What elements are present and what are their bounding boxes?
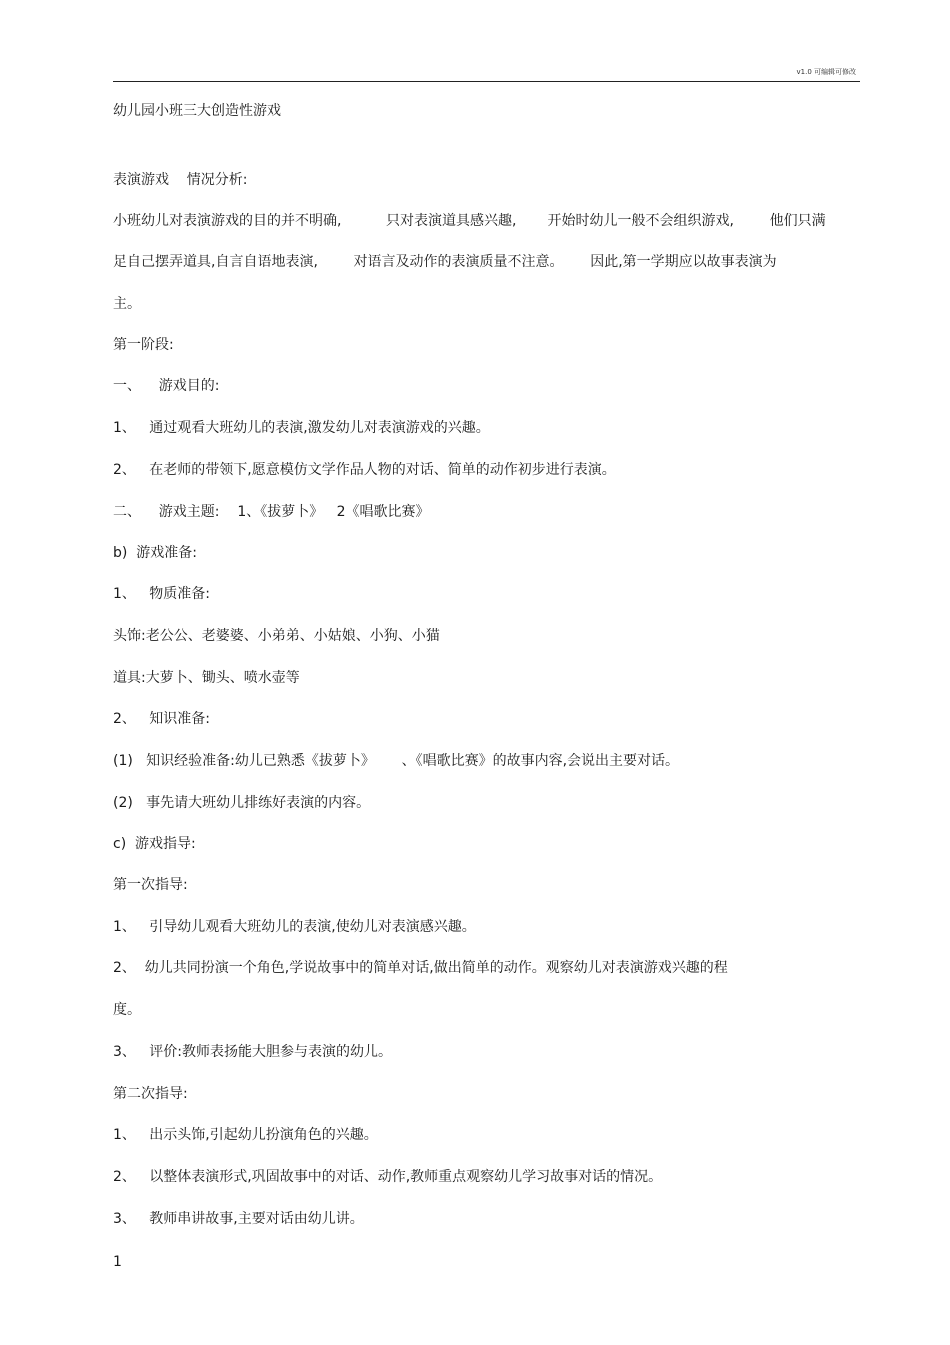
list-item: (1) 知识经验准备:幼儿已熟悉《拔萝卜》 、《唱歌比赛》的故事内容,会说出主要对话。 xyxy=(113,753,680,769)
list-item: (2) 事先请大班幼儿排练好表演的内容。 xyxy=(113,795,371,811)
version-note: v1.0 可编辑可修改 xyxy=(796,68,856,76)
paragraph-line: 小班幼儿对表演游戏的目的并不明确, 只对表演道具感兴趣, 开始时幼儿一般不会组织游戏, 他们只满 xyxy=(113,213,826,229)
list-item: 3、 评价:教师表扬能大胆参与表演的幼儿。 xyxy=(113,1044,392,1060)
list-item: 3、 教师串讲故事,主要对话由幼儿讲。 xyxy=(113,1211,364,1227)
paragraph-line: 主。 xyxy=(113,296,141,312)
doc-title: 幼儿园小班三大创造性游戏 xyxy=(113,103,281,119)
list-item: 1、 引导幼儿观看大班幼儿的表演,使幼儿对表演感兴趣。 xyxy=(113,919,476,935)
list-item: 1、 通过观看大班幼儿的表演,激发幼儿对表演游戏的兴趣。 xyxy=(113,420,490,436)
list-item: 1、 出示头饰,引起幼儿扮演角色的兴趣。 xyxy=(113,1127,378,1143)
section-heading: 第二次指导: xyxy=(113,1086,188,1102)
paragraph-line: 足自己摆弄道具,自言自语地表演, 对语言及动作的表演质量不注意。 因此,第一学期应以故事表演为 xyxy=(113,254,777,270)
paragraph-line: 度。 xyxy=(113,1002,141,1018)
paragraph-line: c) 游戏指导: xyxy=(113,836,196,852)
paragraph-line: 表演游戏 情况分析: xyxy=(113,172,248,188)
paragraph-line: 道具:大萝卜、锄头、喷水壶等 xyxy=(113,670,300,686)
paragraph-line: 一、 游戏目的: xyxy=(113,378,220,394)
list-item: 1、 物质准备: xyxy=(113,586,210,602)
list-item: 2、 幼儿共同扮演一个角色,学说故事中的简单对话,做出简单的动作。观察幼儿对表演游戏兴趣的程 xyxy=(113,960,728,976)
section-heading: 第一次指导: xyxy=(113,877,188,893)
page-number: 1 xyxy=(113,1254,122,1270)
paragraph-line: b) 游戏准备: xyxy=(113,545,197,561)
list-item: 2、 在老师的带领下,愿意模仿文学作品人物的对话、简单的动作初步进行表演。 xyxy=(113,462,616,478)
paragraph-line: 二、 游戏主题: 1、《拔萝卜》 2《唱歌比赛》 xyxy=(113,504,430,520)
paragraph-line: 头饰:老公公、老婆婆、小弟弟、小姑娘、小狗、小猫 xyxy=(113,628,440,644)
list-item: 2、 知识准备: xyxy=(113,711,210,727)
header-divider xyxy=(113,81,860,82)
section-heading: 第一阶段: xyxy=(113,337,174,353)
list-item: 2、 以整体表演形式,巩固故事中的对话、动作,教师重点观察幼儿学习故事对话的情况。 xyxy=(113,1169,663,1185)
